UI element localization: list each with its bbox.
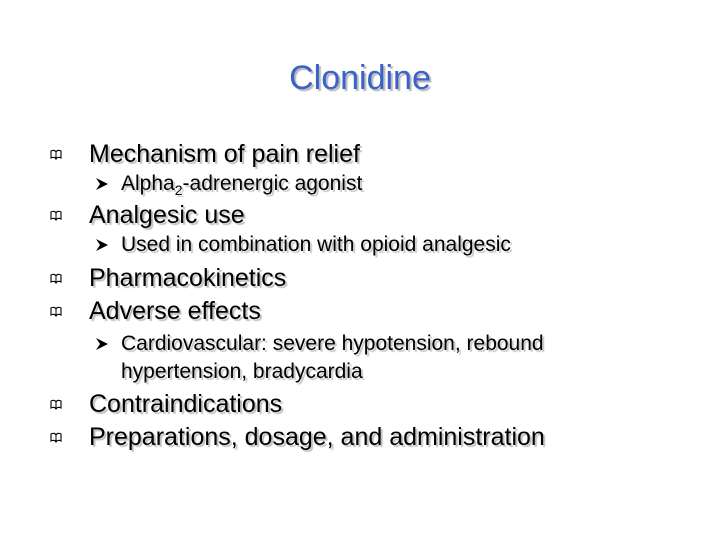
- sub-bullet-line-1: Cardiovascular: severe hypotension, rebound: [121, 332, 544, 355]
- clock-bullet-icon: [49, 399, 63, 410]
- bullet-item-analgesic-use: [0, 199, 720, 231]
- bullet-text: Pharmacokinetics: [89, 264, 287, 292]
- arrowhead-bullet-icon: [95, 337, 109, 351]
- bullet-text: Analgesic use: [89, 201, 245, 229]
- bullet-item-mechanism: [0, 138, 720, 170]
- bullet-item-preparations: [0, 421, 720, 453]
- bullet-item-pharmacokinetics: [0, 262, 720, 294]
- bullet-text: Mechanism of pain relief: [89, 140, 360, 168]
- clock-bullet-icon: [49, 432, 63, 443]
- bullet-item-contraindications: [0, 388, 720, 420]
- bullet-text: Preparations, dosage, and administration: [89, 423, 545, 451]
- sub-bullet-text: [121, 170, 362, 198]
- clock-bullet-icon: [49, 273, 63, 284]
- arrowhead-bullet-icon: [95, 177, 109, 191]
- sub-bullet-line-2: hypertension, bradycardia: [121, 360, 363, 383]
- sub-bullet-text: [121, 330, 544, 386]
- sub-bullet-text-pre: Alpha: [121, 172, 175, 195]
- subscript: 2: [174, 182, 183, 198]
- clock-bullet-icon: [49, 306, 63, 317]
- slide-title: Clonidine: [289, 59, 431, 97]
- sub-bullet-text: Used in combination with opioid analgesic: [121, 233, 511, 256]
- bullet-text: Adverse effects: [89, 297, 261, 325]
- clock-bullet-icon: [49, 149, 63, 160]
- bullet-item-adverse-effects: [0, 295, 720, 327]
- bullet-text: Contraindications: [89, 390, 283, 418]
- clock-bullet-icon: [49, 210, 63, 221]
- arrowhead-bullet-icon: [95, 238, 109, 252]
- sub-bullet-text-post: -adrenergic agonist: [182, 172, 363, 195]
